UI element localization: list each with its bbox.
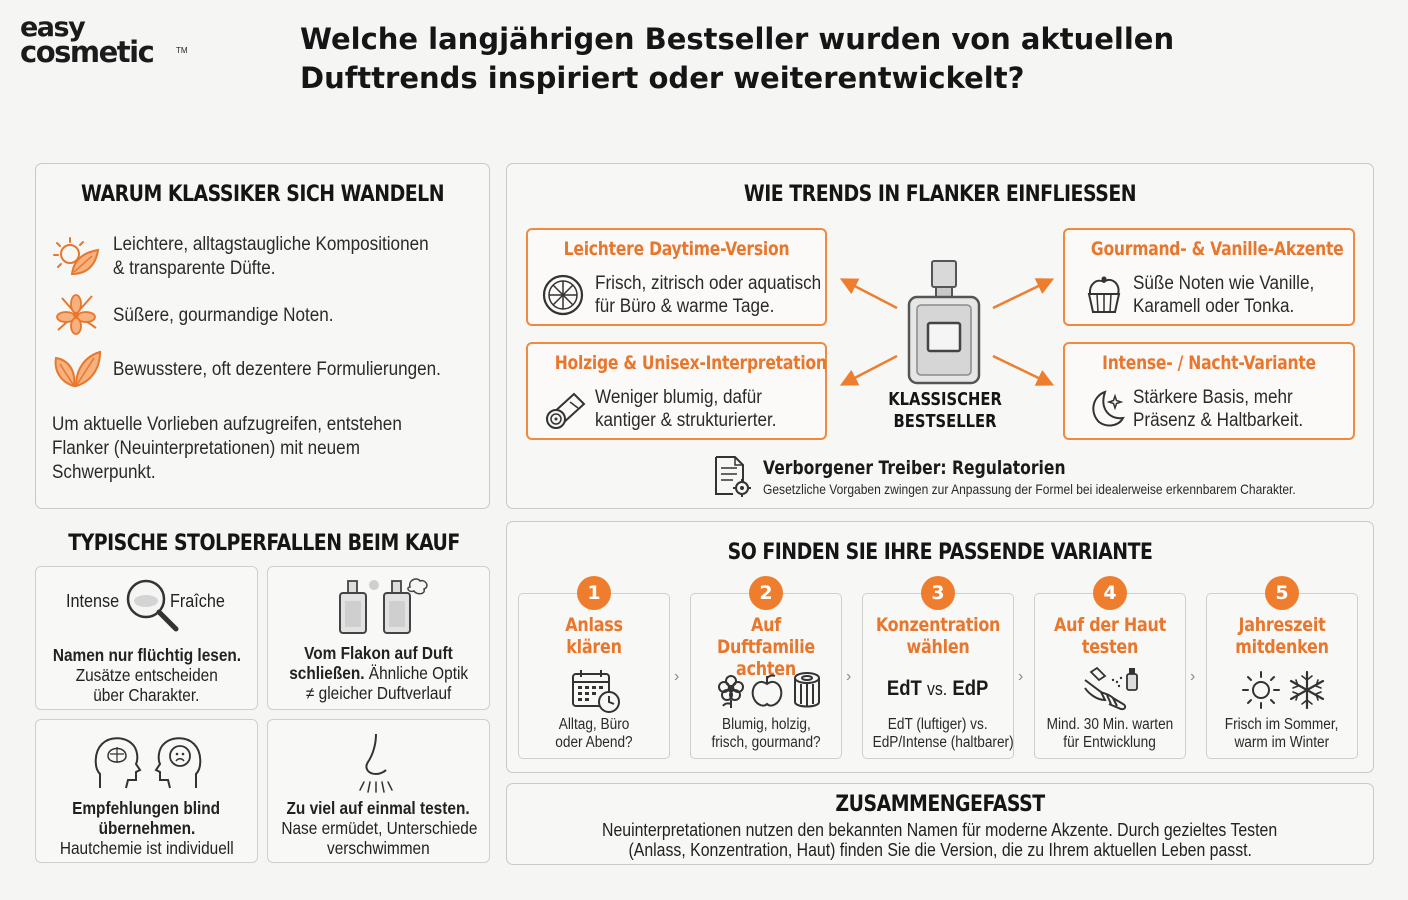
step-1: [518, 593, 670, 759]
pitfall-text: Zu viel auf einmal testen. Nase ermüdet, Unterschiede verschwimmen: [281, 798, 478, 858]
page-title-line-1: Welche langjährigen Bestseller wurden von aktuellen: [300, 22, 1175, 56]
summary-title: ZUSAMMENGEFASST: [835, 792, 1045, 817]
cupcake-icon: [1085, 274, 1123, 316]
chevron-right-icon: ›: [1190, 668, 1196, 685]
step-3: [862, 593, 1014, 759]
trend-card-text: Süße Noten wie Vanille, Karamell oder Tonka.: [1133, 273, 1315, 317]
pitfall-text: Empfehlungen blind übernehmen. Hautchemie ist individuell: [59, 798, 234, 858]
trend-card-text: Frisch, zitrisch oder aquatisch für Büro & warme Tage.: [595, 273, 822, 317]
trend-card-text: Weniger blumig, dafür kantiger & strukturierter.: [595, 387, 777, 431]
edt-vs-edp: EdT vs. EdP: [887, 677, 989, 700]
trends-title: WIE TRENDS IN FLANKER EINFLIESSEN: [743, 182, 1137, 207]
trend-card-title: Holzige & Unisex-Interpretation: [554, 352, 827, 374]
summary-text: Neuinterpretationen nutzen den bekannten Namen für moderne Akzente. Durch gezieltes Testen (Anlass, Konzentration, Haut) finden Sie die Version, die zu Ihrem aktuellen Leben passt.: [602, 820, 1278, 860]
page-title-line-2: Dufttrends inspiriert oder weiterentwickelt?: [300, 61, 1025, 95]
pitfall-card-names: [35, 566, 258, 710]
step-number: 4: [1093, 576, 1127, 610]
trend-card-gourmand: [1063, 228, 1355, 326]
step-number: 5: [1265, 576, 1299, 610]
pitfalls-title: TYPISCHE STOLPERFALLEN BEIM KAUF: [68, 531, 460, 556]
hand-spray-icon: [1083, 666, 1143, 712]
step-title: Anlass klären: [565, 614, 623, 658]
label-fraiche: Fraîche: [170, 591, 225, 611]
logo-trademark: TM: [176, 46, 188, 55]
sun-snowflake-icon: [1241, 670, 1327, 710]
perfume-bottle-icon: [905, 259, 983, 387]
step-description: Blumig, holzig, frisch, gourmand?: [711, 716, 821, 751]
why-summary: Um aktuelle Vorlieben aufzugreifen, entstehen Flanker (Neuinterpretationen) mit neuem Schwerpunkt.: [52, 414, 402, 483]
calendar-clock-icon: [571, 668, 621, 714]
trend-card-daytime: [526, 228, 827, 326]
step-title: Auf Duftfamilie achten: [717, 614, 815, 680]
trends-panel: [506, 163, 1374, 509]
pitfall-text: Vom Flakon auf Duft schließen. Ähnliche Optik ≠ gleicher Duftverlauf: [289, 643, 468, 703]
why-title: WARUM KLASSIKER SICH WANDELN: [80, 182, 445, 207]
pitfall-text: Namen nur flüchtig lesen. Zusätze entscheiden über Charakter.: [52, 645, 241, 705]
why-classics-change-panel: [35, 163, 490, 509]
step-number: 2: [749, 576, 783, 610]
wood-log-icon: [542, 388, 588, 430]
trend-card-intense: [1063, 342, 1355, 440]
step-4: [1034, 593, 1186, 759]
vanilla-flower-icon: [52, 292, 100, 336]
trend-card-woody: [526, 342, 827, 440]
driver-title: Verborgener Treiber: Regulatorien: [763, 457, 1066, 479]
step-description: Mind. 30 Min. warten für Entwicklung: [1046, 716, 1174, 751]
summary-panel: [506, 783, 1374, 865]
why-item-3: Bewusstere, oft dezentere Formulierungen.: [113, 359, 441, 380]
chevron-right-icon: ›: [674, 668, 680, 685]
two-heads-icon: [92, 732, 204, 792]
trend-card-title: Leichtere Daytime-Version: [563, 238, 790, 260]
pitfall-card-bottle: [267, 566, 490, 710]
leaves-icon: [52, 348, 102, 390]
step-description: EdT (luftiger) vs. EdP/Intense (haltbarer): [872, 716, 1014, 751]
pitfall-card-testing: [267, 719, 490, 863]
flower-apple-wood-icon: [713, 670, 823, 710]
logo-line-1: easy: [20, 12, 85, 43]
steps-title: SO FINDEN SIE IHRE PASSENDE VARIANTE: [727, 540, 1153, 565]
trend-card-title: Intense- / Nacht-Variante: [1102, 352, 1316, 374]
chevron-right-icon: ›: [846, 668, 852, 685]
why-item-2: Süßere, gourmandige Noten.: [113, 305, 334, 326]
sun-leaf-icon: [52, 234, 100, 280]
step-title: Auf der Haut testen: [1053, 614, 1166, 658]
trend-card-title: Gourmand- & Vanille-Akzente: [1090, 238, 1344, 260]
moon-star-icon: [1085, 388, 1127, 430]
chevron-right-icon: ›: [1018, 668, 1024, 685]
two-bottles-icon: [336, 577, 432, 637]
brand-logo: [20, 12, 190, 70]
pitfall-card-recommendations: [35, 719, 258, 863]
label-intense: Intense: [66, 591, 120, 611]
why-item-1: Leichtere, alltagstaugliche Kompositionen & transparente Düfte.: [113, 234, 429, 279]
step-description: Frisch im Sommer, warm im Winter: [1225, 716, 1339, 751]
step-number: 3: [921, 576, 955, 610]
logo-line-2: cosmetic: [20, 35, 154, 69]
nose-icon: [354, 730, 404, 796]
page-title: [300, 20, 1280, 98]
trend-card-text: Stärkere Basis, mehr Präsenz & Haltbarkeit.: [1133, 387, 1304, 431]
step-description: Alltag, Büro oder Abend?: [555, 716, 633, 751]
step-title: Jahreszeit mitdenken: [1235, 614, 1329, 658]
classic-bestseller-label: KLASSISCHER BESTSELLER: [888, 389, 1002, 432]
document-gear-icon: [713, 454, 753, 498]
step-number: 1: [577, 576, 611, 610]
driver-text: Gesetzliche Vorgaben zwingen zur Anpassung der Formel bei idealerweise erkennbarem Charakter.: [763, 481, 1296, 497]
step-5: [1206, 593, 1358, 759]
step-2: [690, 593, 842, 759]
citrus-icon: [542, 274, 584, 316]
step-title: Konzentration wählen: [875, 614, 1001, 658]
